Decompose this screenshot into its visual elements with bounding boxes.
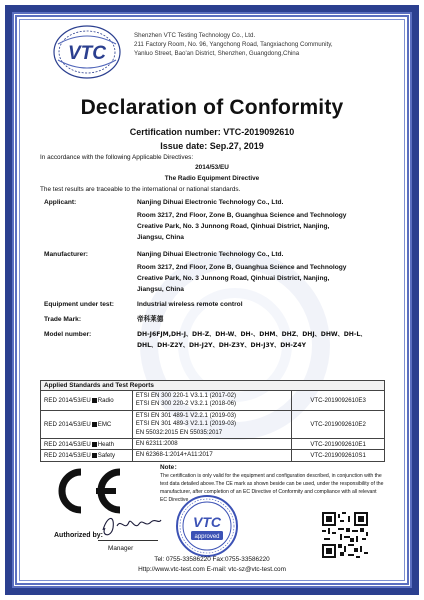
footer-phone: Tel: 0755-33586220 Fax:0755-33586220 [154,556,270,563]
applicant-label: Applicant: [44,199,77,206]
traceable-text: The test results are traceable to the international or national standards. [40,186,241,193]
manufacturer-address-2: Creative Park, No. 3 Junnong Road, Qinhuai District, Nanjing, [137,275,330,282]
table-row [41,410,385,438]
applicant-address-1: Room 3217, 2nd Floor, Zone B, Guanghua Science and Technology [137,212,347,219]
applicant-address-3: Jiangsu, China [137,234,184,241]
certification-number: Certification number: VTC-2019092610 [129,127,295,137]
standards-cell: EN 62311:2008 [132,439,291,450]
standards-cell: ETSI EN 301 489-1 V2.2.1 (2019-03) ETSI EN 301 489-3 V2.1.1 (2019-03) EN 55032:2015 EN 55035:2017 [132,410,291,438]
manufacturer-label: Manufacturer: [44,251,88,258]
standards-table-header: Applied Standards and Test Reports [41,381,385,391]
vtc-logo [52,24,122,80]
model-line-2: DHL、DH-Z2Y、DH-J2Y、DH-Z3Y、DH-J3Y、DH-Z4Y [137,342,307,349]
manager-title: Manager [108,545,134,552]
company-name: Shenzhen VTC Testing Technology Co., Ltd. [134,32,256,39]
signature-icon [95,508,165,542]
stamp-logo-text: VTC [193,514,221,530]
directive-cell: RED 2014/53/EU Radio [41,391,133,411]
report-cell: VTC-2019092610E2 [292,410,385,438]
report-cell: VTC-2019092610E3 [292,391,385,411]
square-bullet-icon [92,453,97,458]
table-row [41,439,385,450]
page-title: Declaration of Conformity [80,96,344,119]
note-title: Note： [160,464,181,471]
company-address-2: Yanluo Street, Bao'an District, Shenzhen, Guangdong,China [134,50,300,57]
square-bullet-icon [92,442,97,447]
logo-text: VTC [68,43,106,64]
qr-code-icon [322,512,368,558]
equipment-label: Equipment under test: [44,301,114,308]
applicant-address-2: Creative Park, No. 3 Junnong Road, Qinhuai District, Nanjing, [137,223,330,230]
applicant-value [137,197,377,243]
manufacturer-address-3: Jiangsu, China [137,286,184,293]
directive-cell: RED 2014/53/EU EMC [41,410,133,438]
manufacturer-value [137,249,377,295]
trade-mark-value: 帝科莱德 [137,315,164,323]
issue-date: Issue date: Sep.27, 2019 [160,141,264,151]
trade-mark-label: Trade Mark: [44,316,82,323]
table-row [41,391,385,411]
manufacturer-address-1: Room 3217, 2nd Floor, Zone B, Guanghua Science and Technology [137,264,347,271]
report-cell: VTC-2019092610E1 [292,439,385,450]
model-label: Model number: [44,331,92,338]
accordance-text: In accordance with the following Applicable Directives: [40,154,194,161]
square-bullet-icon [92,398,97,403]
company-address-1: 211 Factory Room, No. 96, Yangchong Road, Tangxiachong Community, [134,41,333,48]
company-info [134,31,333,58]
directive-cell: RED 2014/53/EU Safety [41,450,133,461]
square-bullet-icon [92,422,97,427]
authorized-by-label: Authorized by: [54,532,103,539]
standards-table [40,380,385,462]
stamp-approved-text: approved [194,534,220,540]
applicant-name: Nanjing Dihuai Electronic Technology Co., Ltd. [137,199,284,206]
table-row [41,450,385,461]
model-value [137,329,392,351]
standards-cell: EN 62368-1:2014+A11:2017 [132,450,291,461]
footer-web-email: Http://www.vtc-test.com E-mail: vtc-sz@vtc-test.com [138,566,286,573]
equipment-value: Industrial wireless remote control [137,301,243,308]
directive-name: The Radio Equipment Directive [164,175,260,182]
report-cell: VTC-2019092610S1 [292,450,385,461]
standards-cell: ETSI EN 300 220-1 V3.1.1 (2017-02) ETSI EN 300 220-2 V3.2.1 (2018-06) [132,391,291,411]
note-text: The certification is only valid for the equipment and configuration described, in conjunction with the test data detailed above.The CE mark as shown beside can be used, under the responsibility of the manufacturer, after completion of an EC Directive of Conformity and compliance with all relevant EC Directive [160,473,384,503]
manufacturer-name: Nanjing Dihuai Electronic Technology Co., Ltd. [137,251,284,258]
directive-number: 2014/53/EU [195,164,229,171]
model-line-1: DH-J6FJM,DH-J、DH-Z、DH-W、DH-、DHM、DHZ、DHJ、DHW、DH-L、 [137,331,367,338]
signature-line [98,540,158,541]
approval-stamp [175,494,239,558]
directive-cell: RED 2014/53/EU Heath [41,439,133,450]
